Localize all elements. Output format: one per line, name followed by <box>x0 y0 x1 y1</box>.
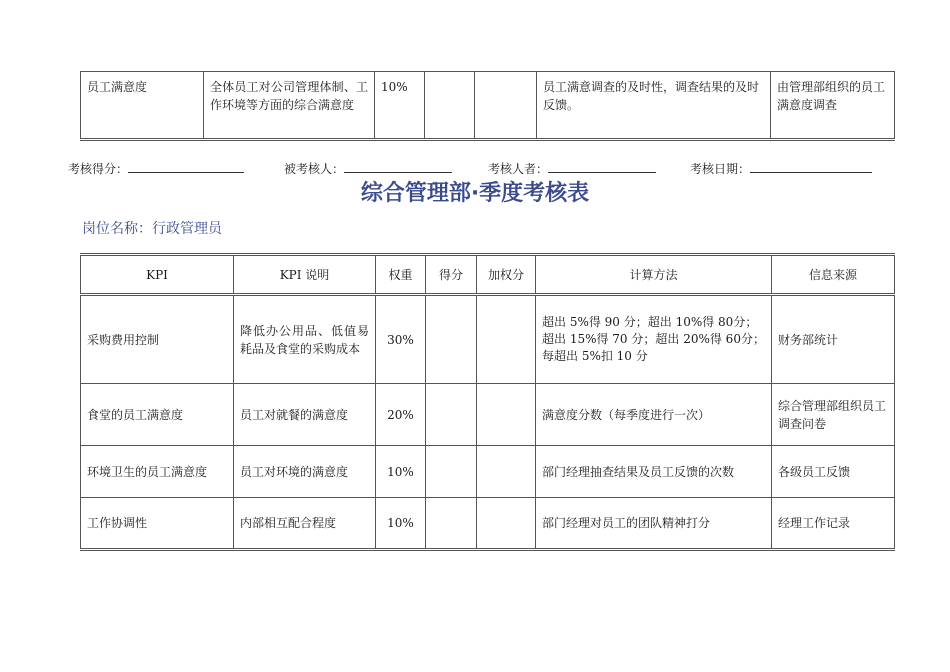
position-label: 岗位名称： <box>82 221 152 237</box>
calculation-method-cell: 部门经理抽查结果及员工反馈的次数 <box>536 446 772 498</box>
header-kpi: KPI <box>81 255 234 295</box>
date-label: 考核日期： <box>690 162 751 176</box>
weight-cell: 20% <box>376 384 426 446</box>
kpi-description-cell: 降低办公用品、低值易耗品及食堂的采购成本 <box>234 295 376 384</box>
weight-cell: 30% <box>376 295 426 384</box>
examinee-blank[interactable] <box>344 158 452 173</box>
position-line <box>82 218 222 240</box>
calculation-method-cell: 员工满意调查的及时性，调查结果的及时反馈。 <box>537 72 771 140</box>
header-calculation-method: 计算方法 <box>536 255 772 295</box>
table-row <box>81 295 895 384</box>
info-source-cell: 综合管理部组织员工调查问卷 <box>772 384 895 446</box>
kpi-table <box>80 253 895 551</box>
header-weight: 权重 <box>376 255 426 295</box>
calculation-method-cell: 满意度分数（每季度进行一次） <box>536 384 772 446</box>
kpi-cell: 环境卫生的员工满意度 <box>81 446 234 498</box>
position-value: 行政管理员 <box>152 221 222 237</box>
method-line: 超出 15%得 70 分；超出 20%得 60分； <box>542 332 765 346</box>
score-cell[interactable] <box>426 498 477 550</box>
examiner-label: 考核人者： <box>488 162 549 176</box>
method-line: 每超出 5%扣 10 分 <box>542 349 648 363</box>
examiner-blank[interactable] <box>548 158 656 173</box>
score-cell[interactable] <box>426 295 477 384</box>
info-source-cell: 财务部统计 <box>772 295 895 384</box>
score-label: 考核得分： <box>68 162 129 176</box>
kpi-description-cell: 内部相互配合程度 <box>234 498 376 550</box>
previous-kpi-table <box>80 71 895 141</box>
weighted-score-cell[interactable] <box>477 384 536 446</box>
weight-cell: 10% <box>375 72 425 140</box>
table-row <box>81 446 895 498</box>
info-source-cell: 各级员工反馈 <box>772 446 895 498</box>
score-cell[interactable] <box>425 72 475 140</box>
kpi-cell: 工作协调性 <box>81 498 234 550</box>
table-row <box>81 384 895 446</box>
header-kpi-description: KPI 说明 <box>234 255 376 295</box>
date-blank[interactable] <box>750 158 872 173</box>
date-field <box>690 158 872 179</box>
table-row <box>81 72 895 140</box>
weight-cell: 10% <box>376 446 426 498</box>
weighted-score-cell[interactable] <box>477 295 536 384</box>
examinee-label: 被考核人： <box>284 162 345 176</box>
kpi-cell: 采购费用控制 <box>81 295 234 384</box>
header-info-source: 信息来源 <box>772 255 895 295</box>
info-source-cell: 经理工作记录 <box>772 498 895 550</box>
score-cell[interactable] <box>426 446 477 498</box>
page-title: 综合管理部·季度考核表 <box>360 181 590 206</box>
score-field <box>68 158 244 179</box>
table-header-row <box>81 255 895 295</box>
table-row <box>81 498 895 550</box>
kpi-cell: 食堂的员工满意度 <box>81 384 234 446</box>
weight-cell: 10% <box>376 498 426 550</box>
score-blank[interactable] <box>128 158 244 173</box>
method-line: 超出 5%得 90 分；超出 10%得 80分； <box>542 315 758 329</box>
weighted-score-cell[interactable] <box>477 446 536 498</box>
info-source-cell: 由管理部组织的员工满意度调查 <box>771 72 895 140</box>
weighted-score-cell[interactable] <box>477 498 536 550</box>
kpi-cell: 员工满意度 <box>81 72 204 140</box>
calculation-method-cell: 部门经理对员工的团队精神打分 <box>536 498 772 550</box>
kpi-description-cell: 员工对环境的满意度 <box>234 446 376 498</box>
signature-line <box>68 158 888 178</box>
examiner-field <box>488 158 656 179</box>
header-weighted-score: 加权分 <box>477 255 536 295</box>
kpi-description-cell: 全体员工对公司管理体制、工作环境等方面的综合满意度 <box>204 72 375 140</box>
calculation-method-cell <box>536 295 772 384</box>
header-score: 得分 <box>426 255 477 295</box>
kpi-description-cell: 员工对就餐的满意度 <box>234 384 376 446</box>
examinee-field <box>284 158 452 179</box>
weighted-score-cell[interactable] <box>475 72 537 140</box>
score-cell[interactable] <box>426 384 477 446</box>
